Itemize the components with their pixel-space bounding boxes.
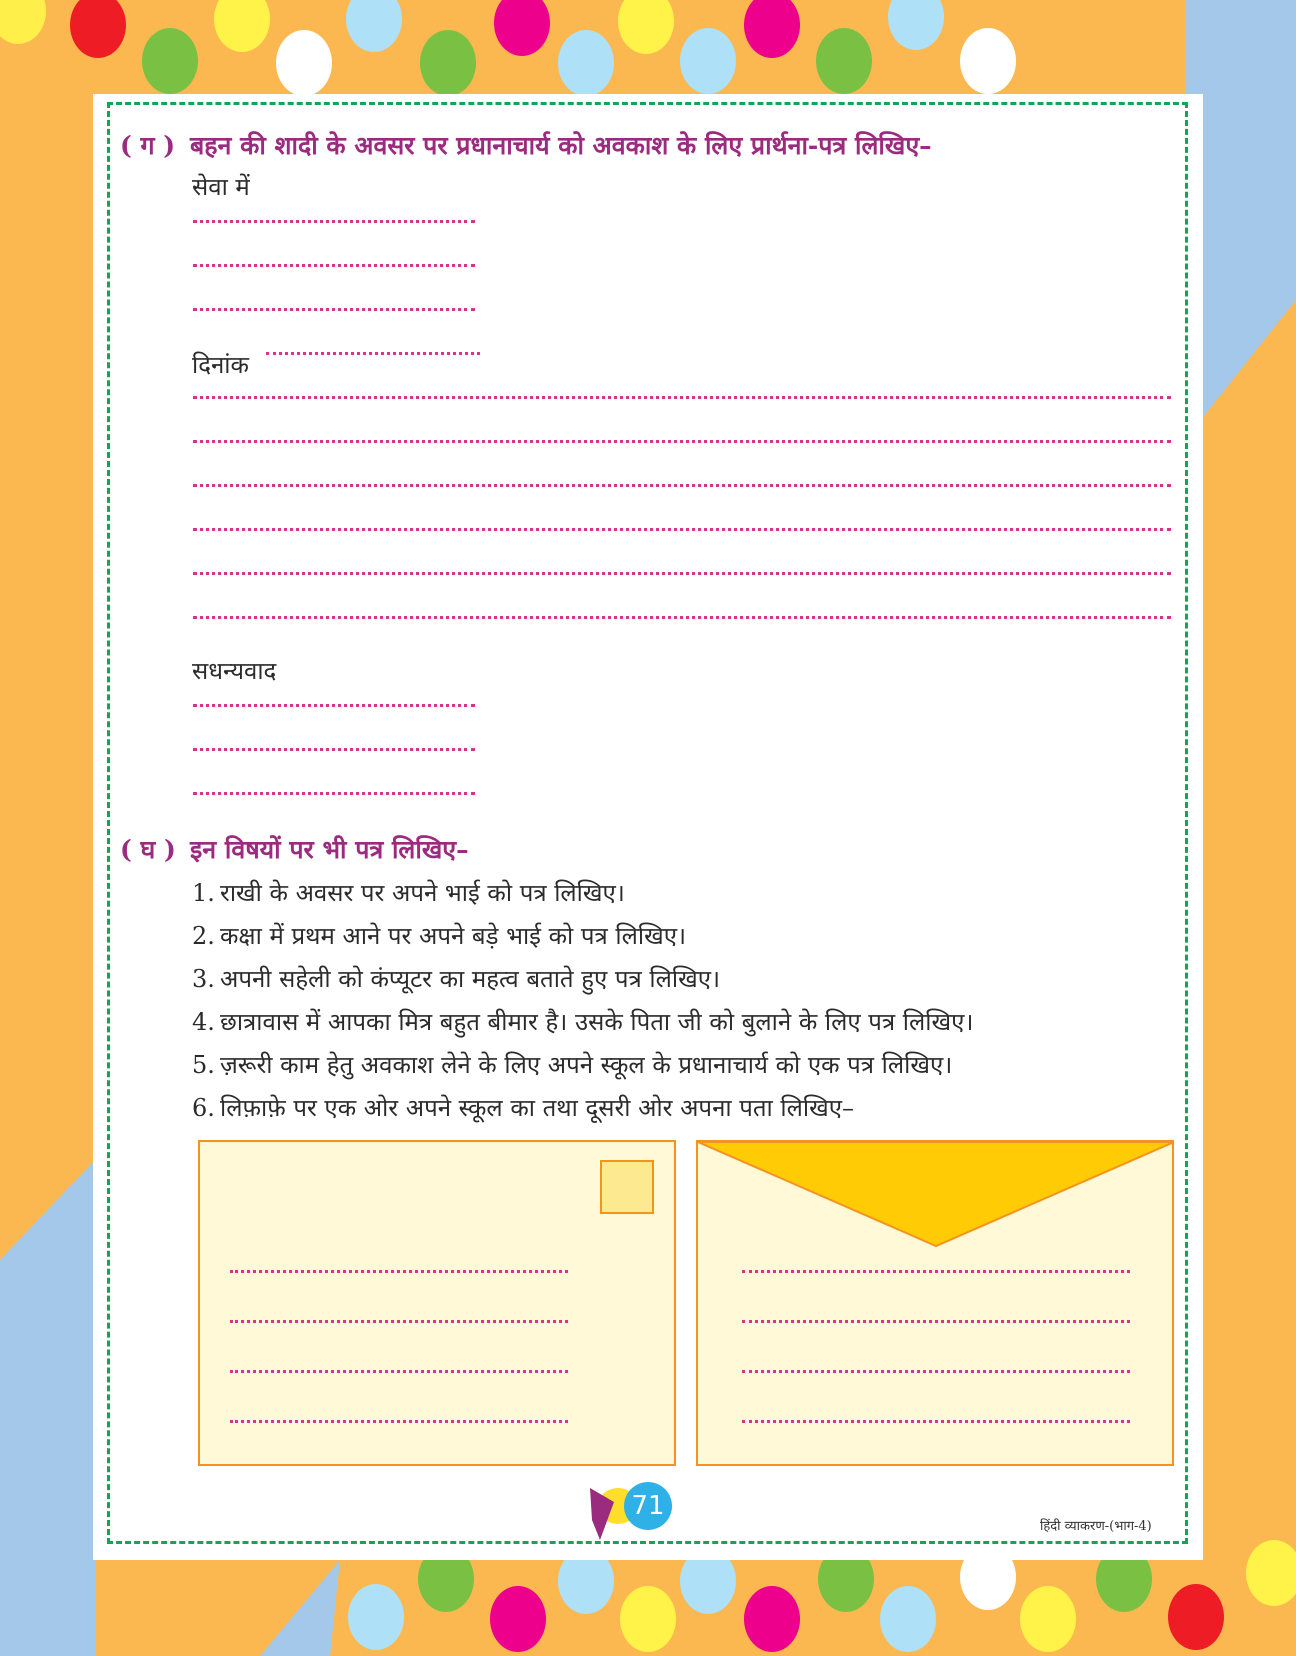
- signature-line-2[interactable]: [193, 748, 475, 751]
- section-gh-title: इन विषयों पर भी पत्र लिखिए–: [190, 835, 469, 864]
- address-line-3[interactable]: [193, 308, 475, 311]
- item-text: छात्रावास में आपका मित्र बहुत बीमार है। उसके पिता जी को बुलाने के लिए पत्र लिखिए।: [220, 1008, 974, 1036]
- item-text: कक्षा में प्रथम आने पर अपने बड़े भाई को पत्र लिखिए।: [220, 922, 687, 950]
- body-line-1[interactable]: [193, 396, 1171, 399]
- postcard-address-line-3[interactable]: [230, 1370, 568, 1373]
- item-text: राखी के अवसर पर अपने भाई को पत्र लिखिए।: [220, 879, 625, 907]
- envelope-flap: [698, 1142, 1174, 1252]
- item-text: लिफ़ाफ़े पर एक ओर अपने स्कूल का तथा दूसरी ओर अपना पता लिखिए–: [220, 1094, 854, 1122]
- date-label: दिनांक: [192, 351, 249, 379]
- signature-line-1[interactable]: [193, 704, 475, 707]
- envelope-address-line-3[interactable]: [742, 1370, 1130, 1373]
- section-gh-heading: [120, 832, 469, 866]
- section-g-heading: [120, 128, 932, 162]
- item-number: 3.: [192, 965, 215, 993]
- signature-line-3[interactable]: [193, 792, 475, 795]
- book-title: हिंदी व्याकरण-(भाग-4): [1040, 1519, 1152, 1534]
- envelope-address-line-1[interactable]: [742, 1270, 1130, 1273]
- section-g-mark: ( ग ): [120, 131, 176, 160]
- page-number: 71: [624, 1482, 672, 1530]
- list-item: [192, 1091, 854, 1124]
- body-line-3[interactable]: [193, 484, 1171, 487]
- section-g-title: बहन की शादी के अवसर पर प्रधानाचार्य को अवकाश के लिए प्रार्थना-पत्र लिखिए–: [190, 131, 932, 160]
- salutation-label: सेवा में: [192, 173, 250, 201]
- item-number: 1.: [192, 879, 215, 907]
- body-line-2[interactable]: [193, 440, 1171, 443]
- envelope-address-line-2[interactable]: [742, 1320, 1130, 1323]
- envelope-address-line-4[interactable]: [742, 1420, 1130, 1423]
- body-line-4[interactable]: [193, 528, 1171, 531]
- list-item: [192, 1048, 952, 1081]
- list-item: [192, 919, 686, 952]
- postcard: [198, 1140, 676, 1466]
- item-number: 6.: [192, 1094, 215, 1122]
- list-item: [192, 962, 720, 995]
- address-line-1[interactable]: [193, 220, 475, 223]
- body-line-6[interactable]: [193, 616, 1171, 619]
- closing-label: सधन्यवाद: [192, 657, 277, 685]
- address-line-2[interactable]: [193, 264, 475, 267]
- postcard-address-line-4[interactable]: [230, 1420, 568, 1423]
- list-item: [192, 1005, 973, 1038]
- postcard-address-line-1[interactable]: [230, 1270, 568, 1273]
- item-number: 2.: [192, 922, 215, 950]
- stamp-box: [600, 1160, 654, 1214]
- section-gh-mark: ( घ ): [120, 835, 176, 864]
- item-text: अपनी सहेली को कंप्यूटर का महत्व बताते हुए पत्र लिखिए।: [220, 965, 721, 993]
- postcard-address-line-2[interactable]: [230, 1320, 568, 1323]
- envelope: [696, 1140, 1174, 1466]
- list-item: [192, 876, 625, 909]
- item-number: 5.: [192, 1051, 215, 1079]
- body-line-5[interactable]: [193, 572, 1171, 575]
- date-line[interactable]: [266, 352, 480, 355]
- item-number: 4.: [192, 1008, 215, 1036]
- item-text: ज़रूरी काम हेतु अवकाश लेने के लिए अपने स्कूल के प्रधानाचार्य को एक पत्र लिखिए।: [220, 1051, 953, 1079]
